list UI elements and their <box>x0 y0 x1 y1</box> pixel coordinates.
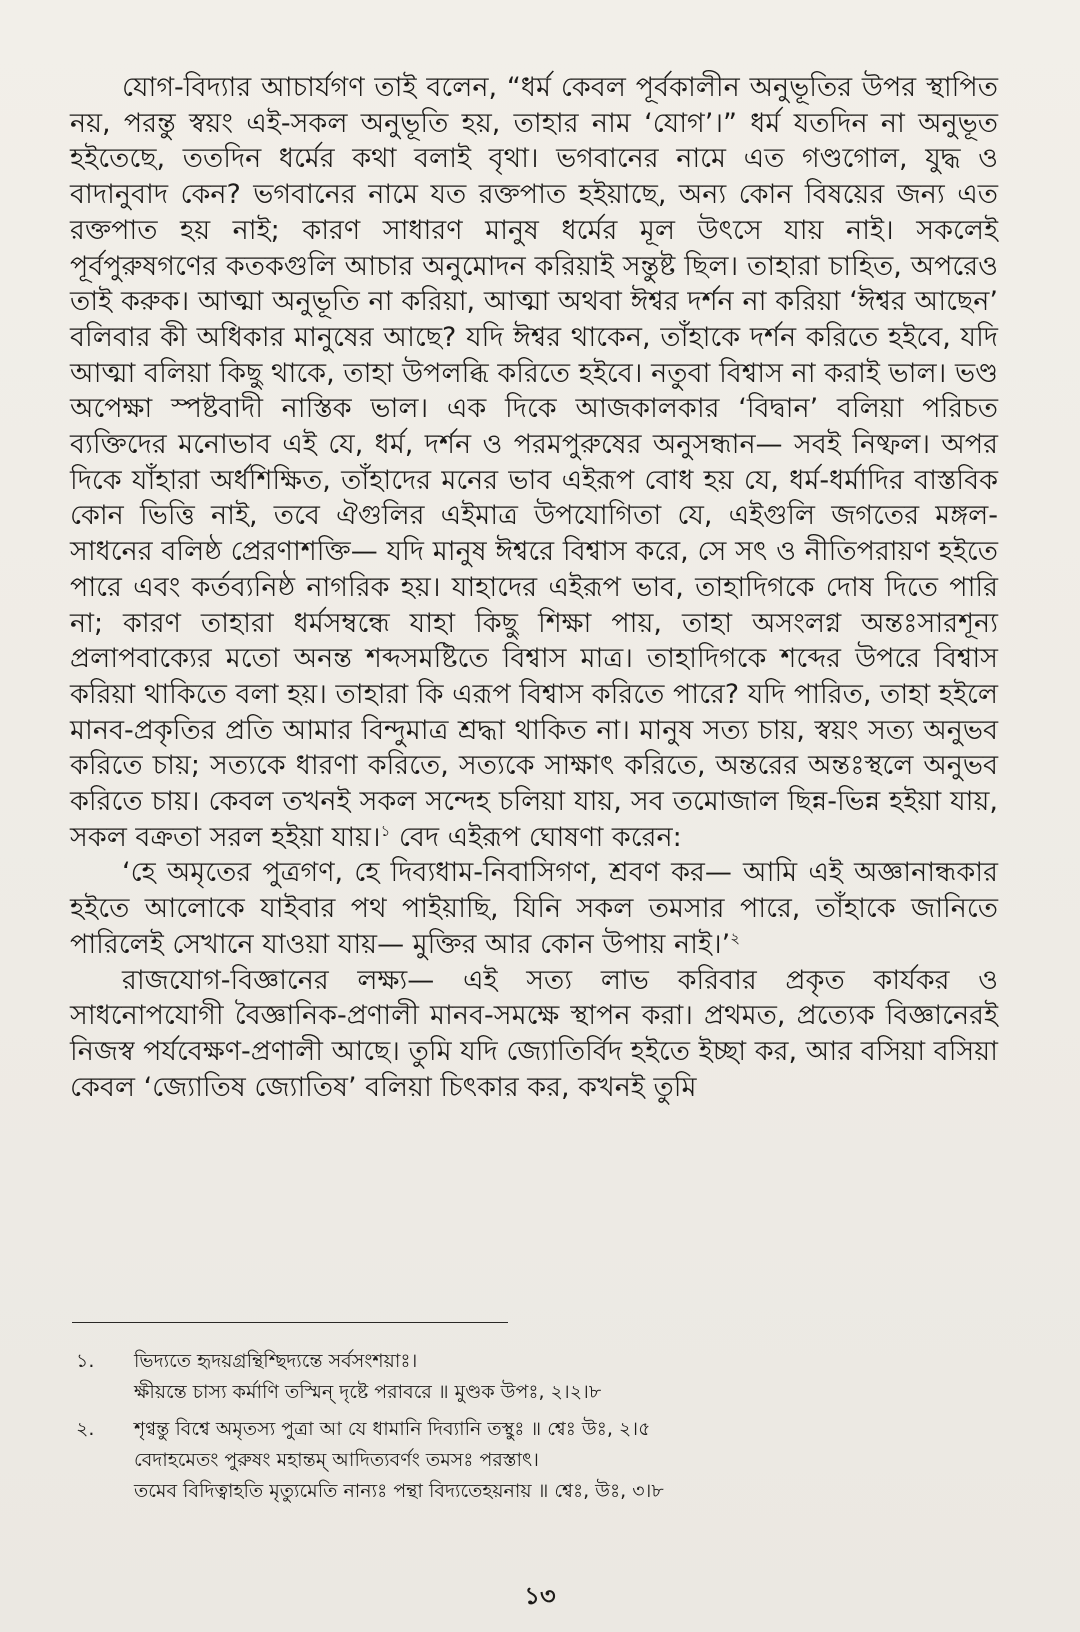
paragraph-1 <box>70 70 998 855</box>
footnote-1-line-2: ক্ষীয়ন্তে চাস্য কর্মাণি তস্মিন্ দৃষ্টে পরাবরে ॥ মুণ্ডক উপঃ, ২।২।৮ <box>134 1381 602 1403</box>
paragraph-2-text: ‘হে অমৃতের পুত্রগণ, হে দিব্যধাম-নিবাসিগণ, শ্রবণ কর— আমি এই অজ্ঞানান্ধকার হইতে আলোকে যাইবার পথ পাইয়াছি, যিনি সকল তমসার পারে, তাঁহাকে জানিতে পারিলেই সেখানে যাওয়া যায়— মুক্তির আর কোন উপায় নাই।’ <box>70 857 998 960</box>
paragraph-3-text: রাজযোগ-বিজ্ঞানের লক্ষ্য— এই সত্য লাভ করিবার প্রকৃত কার্যকর ও সাধনোপযোগী বৈজ্ঞানিক-প্রণালী মানব-সমক্ষে স্থাপন করা। প্রথমত, প্রত্যেক বিজ্ঞানেরই নিজস্ব পর্যবেক্ষণ-প্রণালী আছে। তুমি যদি জ্যোতির্বিদ হইতে ইচ্ছা কর, আর বসিয়া বসিয়া কেবল ‘জ্যোতিষ জ্যোতিষ’ বলিয়া চিৎকার কর, কখনই তুমি <box>70 964 998 1103</box>
footnote-ref-1: ১ <box>380 821 391 840</box>
footnote-2-line-3: তমেব বিদিত্বাহতি মৃত্যুমেতি নান্যঃ পন্থা বিদ্যতেহয়নায় ॥ শ্বেঃ, উঃ, ৩।৮ <box>134 1480 664 1502</box>
paragraph-1-tail: বেদ এইরূপ ঘোষণা করেন: <box>390 821 682 853</box>
paragraph-3 <box>70 963 998 1106</box>
footnote-2-line-1: শৃণ্বন্তু বিশ্বে অমৃতস্য পুত্রা আ যে ধামানি দিব্যানি তস্থুঃ ॥ শ্বেঃ উঃ, ২।৫ <box>134 1418 651 1440</box>
main-text <box>70 70 998 1105</box>
footnote-divider <box>72 1322 508 1323</box>
footnote-ref-2: ২ <box>730 928 741 947</box>
page-number: ১৩ <box>524 1582 556 1610</box>
footnote-1-number: ১. <box>76 1350 95 1372</box>
footnote-1-line-1: ভিদ্যতে হৃদয়গ্রন্থিশ্ছিদ্যন্তে সর্বসংশয়াঃ। <box>134 1350 418 1372</box>
footnote-2-number: ২. <box>76 1418 95 1440</box>
footnote-2-line-2: বেদাহমেতং পুরুষং মহান্তম্ আদিত্যবর্ণং তমসঃ পরস্তাৎ। <box>134 1449 539 1471</box>
paragraph-2 <box>70 855 998 962</box>
paragraph-1-text: যোগ-বিদ্যার আচার্যগণ তাই বলেন, “ধর্ম কেবল পূর্বকালীন অনুভূতির উপর স্থাপিত নয়, পরন্তু স্বয়ং এই-সকল অনুভূতি হয়, তাহার নাম ‘যোগ’।” ধর্ম যতদিন না অনুভূত হইতেছে, ততদিন ধর্মের কথা বলাই বৃথা। ভগবানের নামে এত গণ্ডগোল, যুদ্ধ ও বাদানুবাদ কেন? ভগবানের নামে যত রক্তপাত হইয়াছে, অন্য কোন বিষয়ের জন্য এত রক্তপাত হয় নাই; কারণ সাধারণ মানুষ ধর্মের মূল উৎসে যায় নাই। সকলেই পূর্বপুরুষগণের কতকগুলি আচার অনুমোদন করিয়াই সন্তুষ্ট ছিল। তাহারা চাহিত, অপরেও তাই করুক। আত্মা অনুভূতি না করিয়া, আত্মা অথবা ঈশ্বর দর্শন না করিয়া ‘ঈশ্বর আছেন’ বলিবার কী অধিকার মানুষের আছে? যদি ঈশ্বর থাকেন, তাঁহাকে দর্শন করিতে হইবে, যদি আত্মা বলিয়া কিছু থাকে, তাহা উপলব্ধি করিতে হইবে। নতুবা বিশ্বাস না করাই ভাল। ভণ্ড অপেক্ষা স্পষ্টবাদী নাস্তিক ভাল। এক দিকে আজকালকার ‘বিদ্বান’ বলিয়া পরিচত ব্যক্তিদের মনোভাব এই যে, ধর্ম, দর্শন ও পরমপুরুষের অনুসন্ধান— সবই নিষ্ফল। অপর দিকে যাঁহারা অর্ধশিক্ষিত, তাঁহাদের মনের ভাব এইরূপ বোধ হয় যে, ধর্ম-ধর্মাদির বাস্তবিক কোন ভিত্তি নাই, তবে ঐগুলির এইমাত্র উপযোগিতা যে, এইগুলি জগতের মঙ্গল-সাধনের বলিষ্ঠ প্রেরণাশক্তি— যদি মানুষ ঈশ্বরে বিশ্বাস করে, সে সৎ ও নীতিপরায়ণ হইতে পারে এবং কর্তব্যনিষ্ঠ নাগরিক হয়। যাহাদের এইরূপ ভাব, তাহাদিগকে দোষ দিতে পারি না; কারণ তাহারা ধর্মসম্বন্ধে যাহা কিছু শিক্ষা পায়, তাহা অসংলগ্ন অন্তঃসারশূন্য প্রলাপবাক্যের মতো অনন্ত শব্দসমষ্টিতে বিশ্বাস মাত্র। তাহাদিগকে শব্দের উপরে বিশ্বাস করিয়া থাকিতে বলা হয়। তাহারা কি এরূপ বিশ্বাস করিতে পারে? যদি পারিত, তাহা হইলে মানব-প্রকৃতির প্রতি আমার বিন্দুমাত্র শ্রদ্ধা থাকিত না। মানুষ সত্য চায়, স্বয়ং সত্য অনুভব করিতে চায়; সত্যকে ধারণা করিতে, সত্যকে সাক্ষাৎ করিতে, অন্তরের অন্তঃস্থলে অনুভব করিতে চায়। কেবল তখনই সকল সন্দেহ চলিয়া যায়, সব তমোজাল ছিন্ন-ভিন্ন হইয়া যায়, সকল বক্রতা সরল হইয়া যায়। <box>70 72 998 853</box>
